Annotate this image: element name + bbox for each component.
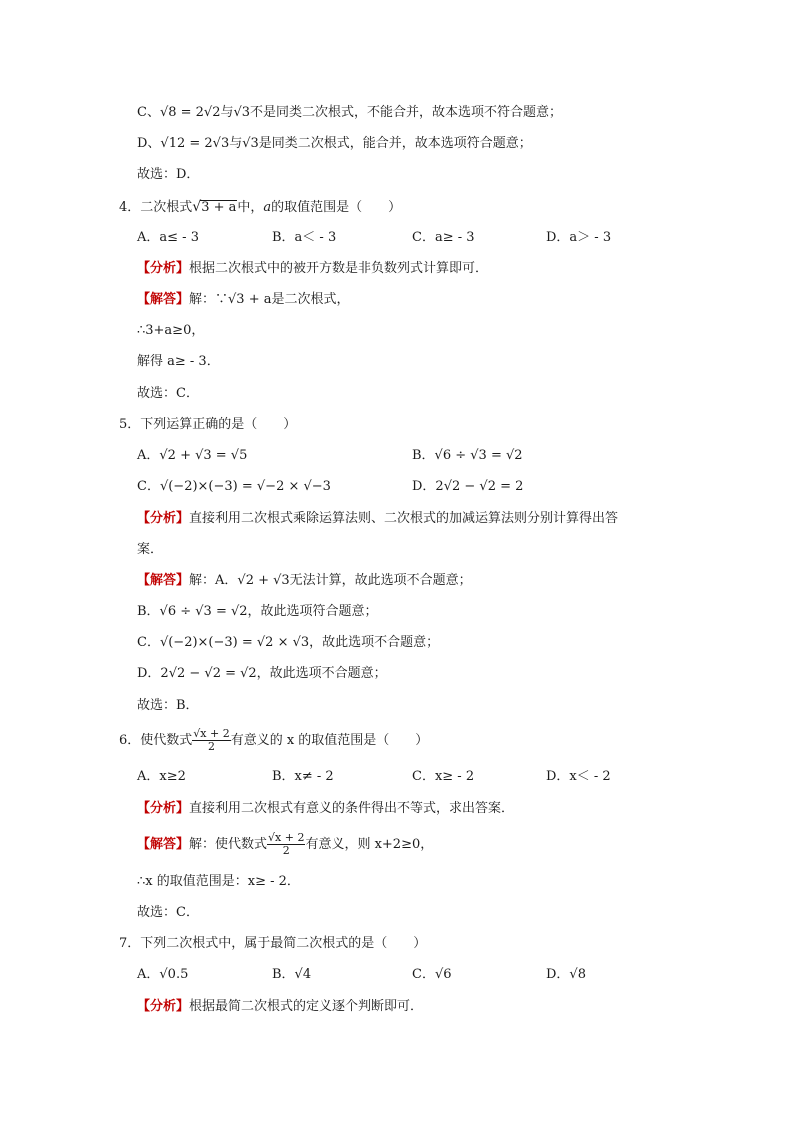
question-6-solution	[137, 832, 433, 857]
question-6-option-d: D．x＜ - 2	[546, 769, 611, 784]
question-4-stem-middle: 中，	[237, 200, 264, 215]
question-5-solution	[137, 572, 472, 590]
question-4-analysis	[137, 260, 488, 278]
question-4-variable: a	[263, 200, 272, 215]
question-4-solution	[137, 291, 349, 309]
question-4-option-c: C．a≥ - 3	[412, 230, 475, 245]
question-5-option-a: A．√2 + √3 = √5	[137, 448, 248, 463]
radical-sign-icon: √	[192, 199, 202, 215]
question-5-analysis	[137, 510, 618, 528]
fraction-denominator: 2	[282, 844, 290, 857]
fraction-numerator: √x + 2	[268, 831, 305, 844]
option-c-explanation: C、√8 = 2√2与√3不是同类二次根式，不能合并，故本选项不符合题意；	[137, 105, 563, 120]
question-6-option-c: C．x≥ - 2	[412, 769, 475, 784]
analysis-text: 直接利用二次根式有意义的条件得出不等式，求出答案．	[189, 801, 515, 816]
fraction-numerator: √x + 2	[193, 727, 230, 740]
question-7-option-c: C．√6	[412, 967, 452, 982]
question-7-option-d: D．√8	[546, 967, 586, 982]
question-5-option-b: B．√6 ÷ √3 = √2	[412, 448, 523, 463]
question-7-analysis	[137, 998, 423, 1016]
analysis-tag: 【分析】	[137, 801, 190, 816]
question-6-stem-suffix: 有意义的 x 的取值范围是（ ）	[230, 733, 429, 748]
question-6-analysis	[137, 800, 514, 818]
option-d-explanation: D、√12 = 2√3与√3是同类二次根式，能合并，故本选项符合题意；	[137, 136, 532, 151]
question-5-option-d: D．2√2 − √2 = 2	[412, 479, 524, 494]
solution-tag: 【解答】	[137, 837, 190, 852]
question-5-stem: 5．下列运算正确的是（ ）	[119, 417, 297, 432]
question-4-solution-step-3: 解得 a≥ - 3．	[137, 354, 220, 369]
solution-text: 解：∵√3 + a是二次根式，	[189, 292, 350, 307]
question-4-answer: 故选：C．	[137, 386, 199, 401]
question-5-solution-d: D．2√2 − √2 = √2，故此选项不合题意；	[137, 666, 387, 681]
solution-text: 解：A．√2 + √3无法计算，故此选项不合题意；	[189, 573, 472, 588]
question-6-stem	[119, 728, 428, 753]
question-4-solution-step-2: ∴3+a≥0，	[137, 323, 205, 338]
question-6-fraction	[192, 728, 230, 753]
question-5-option-c: C．√(−2)×(−3) = √−2 × √−3	[137, 479, 331, 494]
question-6-answer: 故选：C．	[137, 905, 199, 920]
question-6-option-b: B．x≠ - 2	[272, 769, 334, 784]
fraction-denominator: 2	[207, 740, 215, 753]
analysis-tag: 【分析】	[137, 261, 190, 276]
analysis-text: 根据二次根式中的被开方数是非负数列式计算即可．	[189, 261, 489, 276]
analysis-text: 根据最简二次根式的定义逐个判断即可．	[189, 999, 424, 1014]
question-7-option-b: B．√4	[272, 967, 312, 982]
question-4-radicand: 3 + a	[201, 200, 237, 215]
analysis-tag: 【分析】	[137, 999, 190, 1014]
question-5-analysis-cont: 案．	[137, 542, 164, 557]
analysis-text: 直接利用二次根式乘除运算法则、二次根式的加减运算法则分别计算得出答	[189, 511, 619, 526]
question-7-option-a: A．√0.5	[137, 967, 189, 982]
analysis-tag: 【分析】	[137, 511, 190, 526]
solution-tag: 【解答】	[137, 292, 190, 307]
question-4-stem-suffix: 的取值范围是（ ）	[271, 200, 402, 215]
question-4-option-d: D．a＞ - 3	[546, 230, 612, 245]
question-7-stem: 7．下列二次根式中，属于最简二次根式的是（ ）	[119, 936, 427, 951]
previous-answer: 故选：D．	[137, 167, 200, 182]
question-4-option-a: A．a≤ - 3	[137, 230, 199, 245]
solution-tag: 【解答】	[137, 573, 190, 588]
solution-fraction	[267, 832, 305, 857]
question-6-stem-prefix: 6．使代数式	[119, 733, 193, 748]
question-4-stem	[119, 198, 401, 217]
solution-text-suffix: 有意义，则 x+2≥0，	[305, 837, 434, 852]
question-5-solution-b: B．√6 ÷ √3 = √2，故此选项符合题意；	[137, 604, 378, 619]
question-4-stem-prefix: 4．二次根式	[119, 200, 193, 215]
question-5-solution-c: C．√(−2)×(−3) = √2 × √3，故此选项不合题意；	[137, 635, 440, 650]
question-5-answer: 故选：B．	[137, 698, 199, 713]
question-6-option-a: A．x≥2	[137, 769, 186, 784]
question-6-solution-step-2: ∴x 的取值范围是：x≥ - 2．	[137, 874, 300, 889]
question-4-option-b: B．a＜ - 3	[272, 230, 337, 245]
solution-text: 解：使代数式	[189, 837, 268, 852]
